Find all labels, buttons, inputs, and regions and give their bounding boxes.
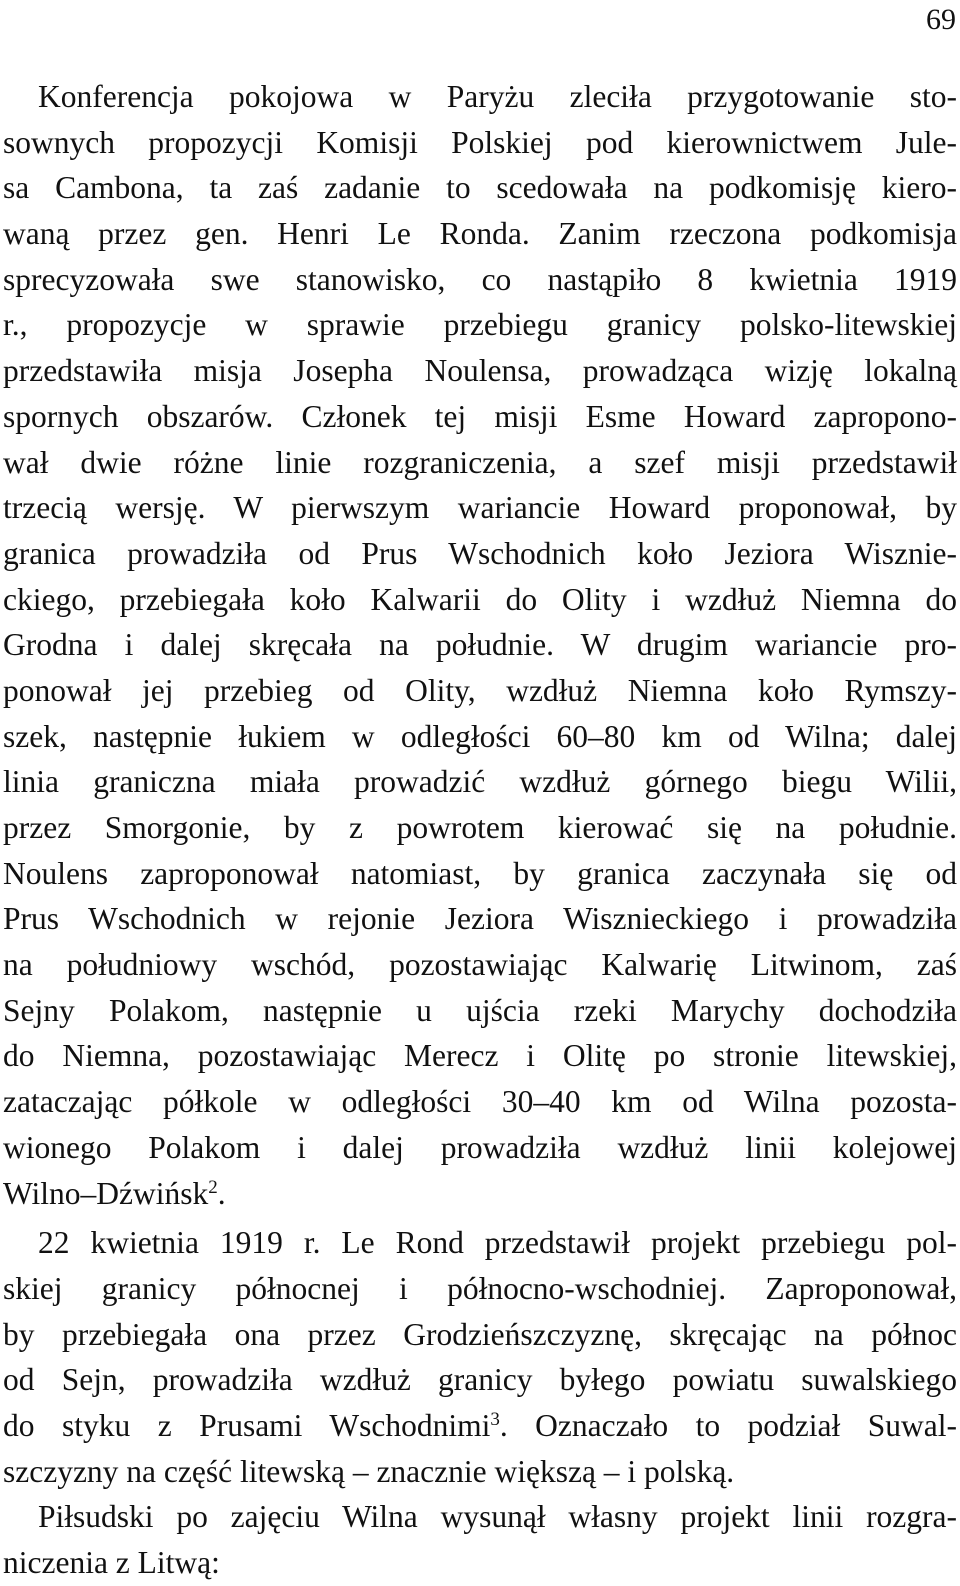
text-line: spornych obszarów. Członek tej misji Esme Howard zapropono- [3,398,957,434]
text-line: r., propozycje w sprawie przebiegu granicy polsko-litewskiej [3,307,957,343]
text-line: przedstawiła misja Josepha Noulensa, prowadząca wizję lokalną [3,353,957,389]
text-line: sa Cambona, ta zaś zadanie to scedowała na podkomisję kiero- [3,170,957,206]
footnote-ref-2[interactable]: 2 [208,1176,218,1198]
text-line: skiej granicy północnej i północno-wschodniej. Zaproponował, [3,1270,957,1306]
paragraph-2 [3,1220,957,1494]
paragraph-1 [3,74,957,1216]
text-line: granica prowadziła od Prus Wschodnich koło Jeziora Wisznie- [3,535,957,571]
text-line: 22 kwietnia 1919 r. Le Rond przedstawił projekt przebiegu pol- [38,1225,957,1261]
text-line: by przebiegała ona przez Grodzieńszczyznę, skręcając na północ [3,1316,957,1352]
text-line: przez Smorgonie, by z powrotem kierować się na południe. [3,810,957,845]
text-line: Grodna i dalej skręcała na południe. W drugim wariancie pro- [3,627,957,663]
text-segment: . [217,1175,226,1211]
text-line: wionego Polakom i dalej prowadziła wzdłuż linii kolejowej [3,1129,957,1165]
text-line: Noulens zaproponował natomiast, by granica zaczynała się od [3,855,957,891]
footnote-ref-3[interactable]: 3 [490,1408,500,1430]
text-line: Sejny Polakom, następnie u ujścia rzeki Marychy dochodziła [3,992,957,1028]
text-line: od Sejn, prowadziła wzdłuż granicy byłego powiatu suwalskiego [3,1362,957,1398]
body-text [3,74,957,1586]
text-line: na południowy wschód, pozostawiając Kalwarię Litwinom, zaś [3,947,957,983]
text-line: Konferencja pokojowa w Paryżu zleciła przygotowanie sto- [38,79,957,114]
text-line: sprecyzowała swe stanowisko, co nastąpiło 8 kwietnia 1919 [3,261,957,297]
text-line: wał dwie różne linie rozgraniczenia, a szef misji przedstawił [3,444,957,480]
text-line: trzecią wersję. W pierwszym wariancie Howard proponował, by [3,490,957,526]
text-line: do Niemna, pozostawiając Merecz i Olitę po stronie litewskiej, [3,1038,957,1074]
page-number: 69 [926,3,956,36]
text-line-last: niczenia z Litwą: [3,1545,220,1580]
text-line: ckiego, przebiegała koło Kalwarii do Olity i wzdłuż Niemna do [3,581,957,617]
text-segment: do styku z Prusami Wschodnimi [3,1407,491,1443]
paragraph-3 [3,1494,957,1585]
text-line: szek, następnie łukiem w odległości 60–80 km od Wilna; dalej [3,718,957,754]
text-line: linia graniczna miała prowadzić wzdłuż górnego biegu Wilii, [3,764,957,800]
text-line: waną przez gen. Henri Le Ronda. Zanim rzeczona podkomisja [3,216,957,252]
text-line-last [3,1171,957,1217]
text-line-with-footnote [3,1403,957,1449]
text-line-last: szczyzny na część litewską – znacznie większą – i polską. [3,1453,735,1489]
text-line: sownych propozycji Komisji Polskiej pod kierownictwem Jule- [3,124,957,160]
text-line: Prus Wschodnich w rejonie Jeziora Wisznieckiego i prowadziła [3,901,957,937]
text-line: Piłsudski po zajęciu Wilna wysunął własny projekt linii rozgra- [38,1499,957,1535]
text-line: zataczając półkole w odległości 30–40 km od Wilna pozosta- [3,1084,957,1120]
text-line: ponował jej przebieg od Olity, wzdłuż Niemna koło Rymszy- [3,672,957,708]
text-segment: . Oznaczało to podział Suwal- [499,1407,957,1443]
text-segment: Wilno–Dźwińsk [3,1175,209,1211]
